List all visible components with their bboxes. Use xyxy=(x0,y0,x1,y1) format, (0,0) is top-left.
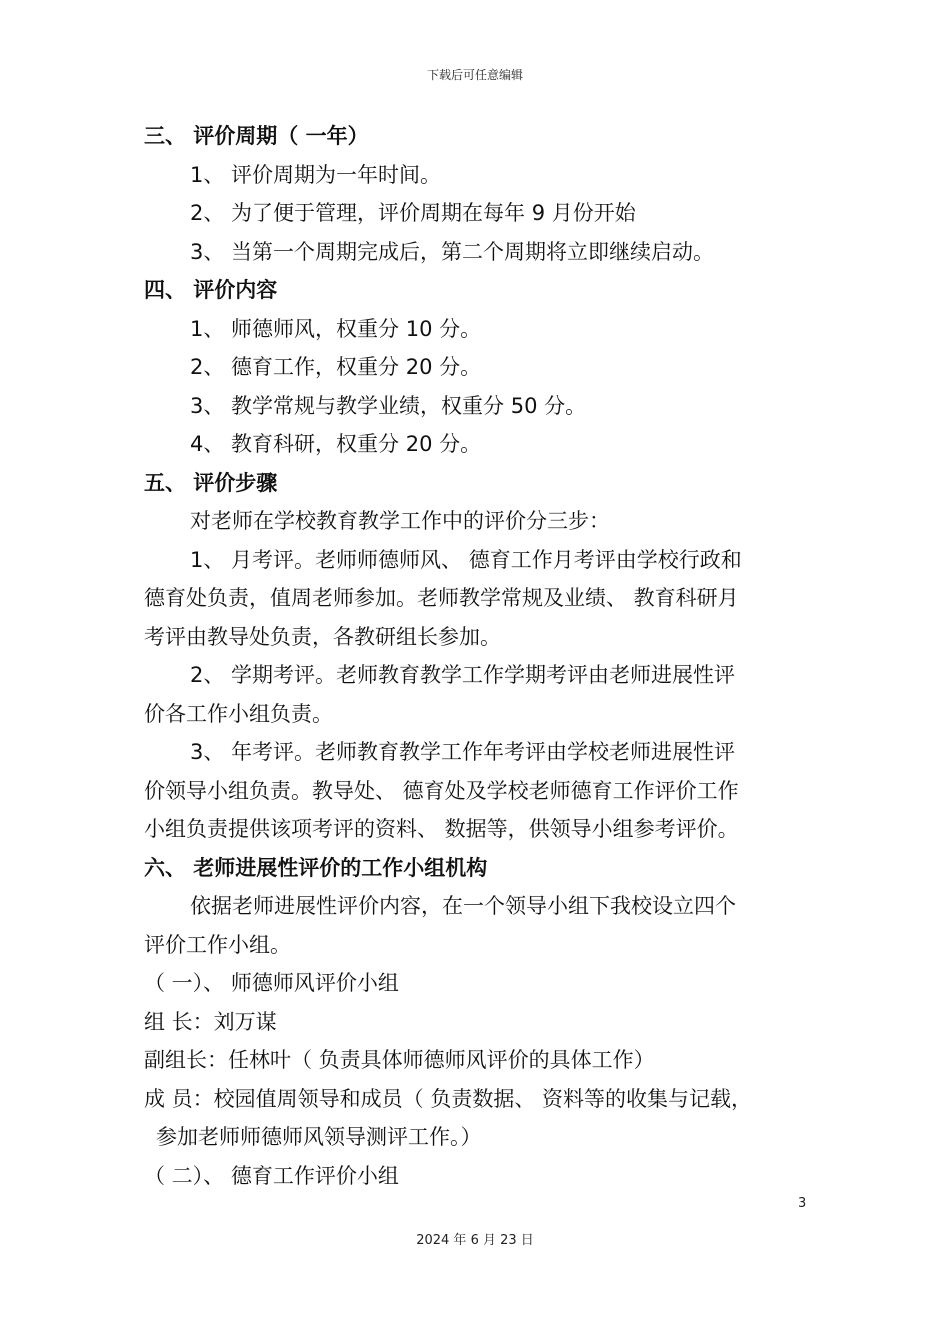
footer-date: 2024 年 6 月 23 日 xyxy=(416,1233,534,1248)
list-item: 2、 德育工作，权重分 20 分。 xyxy=(190,355,482,379)
paragraph-line: 评价工作小组。 xyxy=(144,932,291,957)
list-item: 1、 评价周期为一年时间。 xyxy=(190,162,442,187)
paragraph-line: 对老师在学校教育教学工作中的评价分三步： xyxy=(190,509,610,533)
list-item: 1、 师德师风，权重分 10 分。 xyxy=(190,316,482,341)
list-item: 4、 教育科研，权重分 20 分。 xyxy=(190,432,482,456)
member-line: 组 长：刘万谋 xyxy=(144,1009,277,1034)
member-line: 成 员：校园值周领导和成员（ 负责数据、 资料等的收集与记载， xyxy=(144,1086,753,1111)
paragraph-line: 2、 学期考评。老师教育教学工作学期考评由老师进展性评 xyxy=(190,663,736,687)
paragraph-line: 考评由教导处负责，各教研组长参加。 xyxy=(144,624,501,649)
section-heading-5: 五、 评价步骤 xyxy=(144,470,278,495)
list-item: 3、 当第一个周期完成后，第二个周期将立即继续启动。 xyxy=(190,239,715,264)
page-header: 下载后可任意编辑 xyxy=(426,68,523,82)
paragraph-line: 3、 年考评。老师教育教学工作年考评由学校老师进展性评 xyxy=(190,740,736,764)
subgroup-heading: （ 二）、 德育工作评价小组 xyxy=(144,1163,399,1188)
document-body xyxy=(144,117,824,1195)
page-number: 3 xyxy=(798,1196,807,1211)
section-heading-4: 四、 评价内容 xyxy=(144,278,278,302)
paragraph-line: 1、 月考评。老师师德师风、 德育工作月考评由学校行政和 xyxy=(190,547,742,572)
section-heading-6: 六、 老师进展性评价的工作小组机构 xyxy=(144,855,488,880)
section-heading-3: 三、 评价周期（ 一年） xyxy=(144,124,369,148)
paragraph-line: 小组负责提供该项考评的资料、 数据等，供领导小组参考评价。 xyxy=(144,817,739,841)
list-item: 3、 教学常规与教学业绩，权重分 50 分。 xyxy=(190,393,587,418)
member-line: 参加老师师德师风领导测评工作。） xyxy=(156,1125,482,1149)
member-line: 副组长：任林叶（ 负责具体师德师风评价的具体工作） xyxy=(144,1048,655,1072)
subgroup-heading: （ 一）、 师德师风评价小组 xyxy=(144,971,399,995)
paragraph-line: 价各工作小组负责。 xyxy=(144,701,333,726)
list-item: 2、 为了便于管理，评价周期在每年 9 月份开始 xyxy=(190,201,636,225)
paragraph-line: 德育处负责，值周老师参加。老师教学常规及业绩、 教育科研月 xyxy=(144,586,739,610)
paragraph-line: 依据老师进展性评价内容，在一个领导小组下我校设立四个 xyxy=(190,894,736,918)
paragraph-line: 价领导小组负责。教导处、 德育处及学校老师德育工作评价工作 xyxy=(144,778,739,803)
